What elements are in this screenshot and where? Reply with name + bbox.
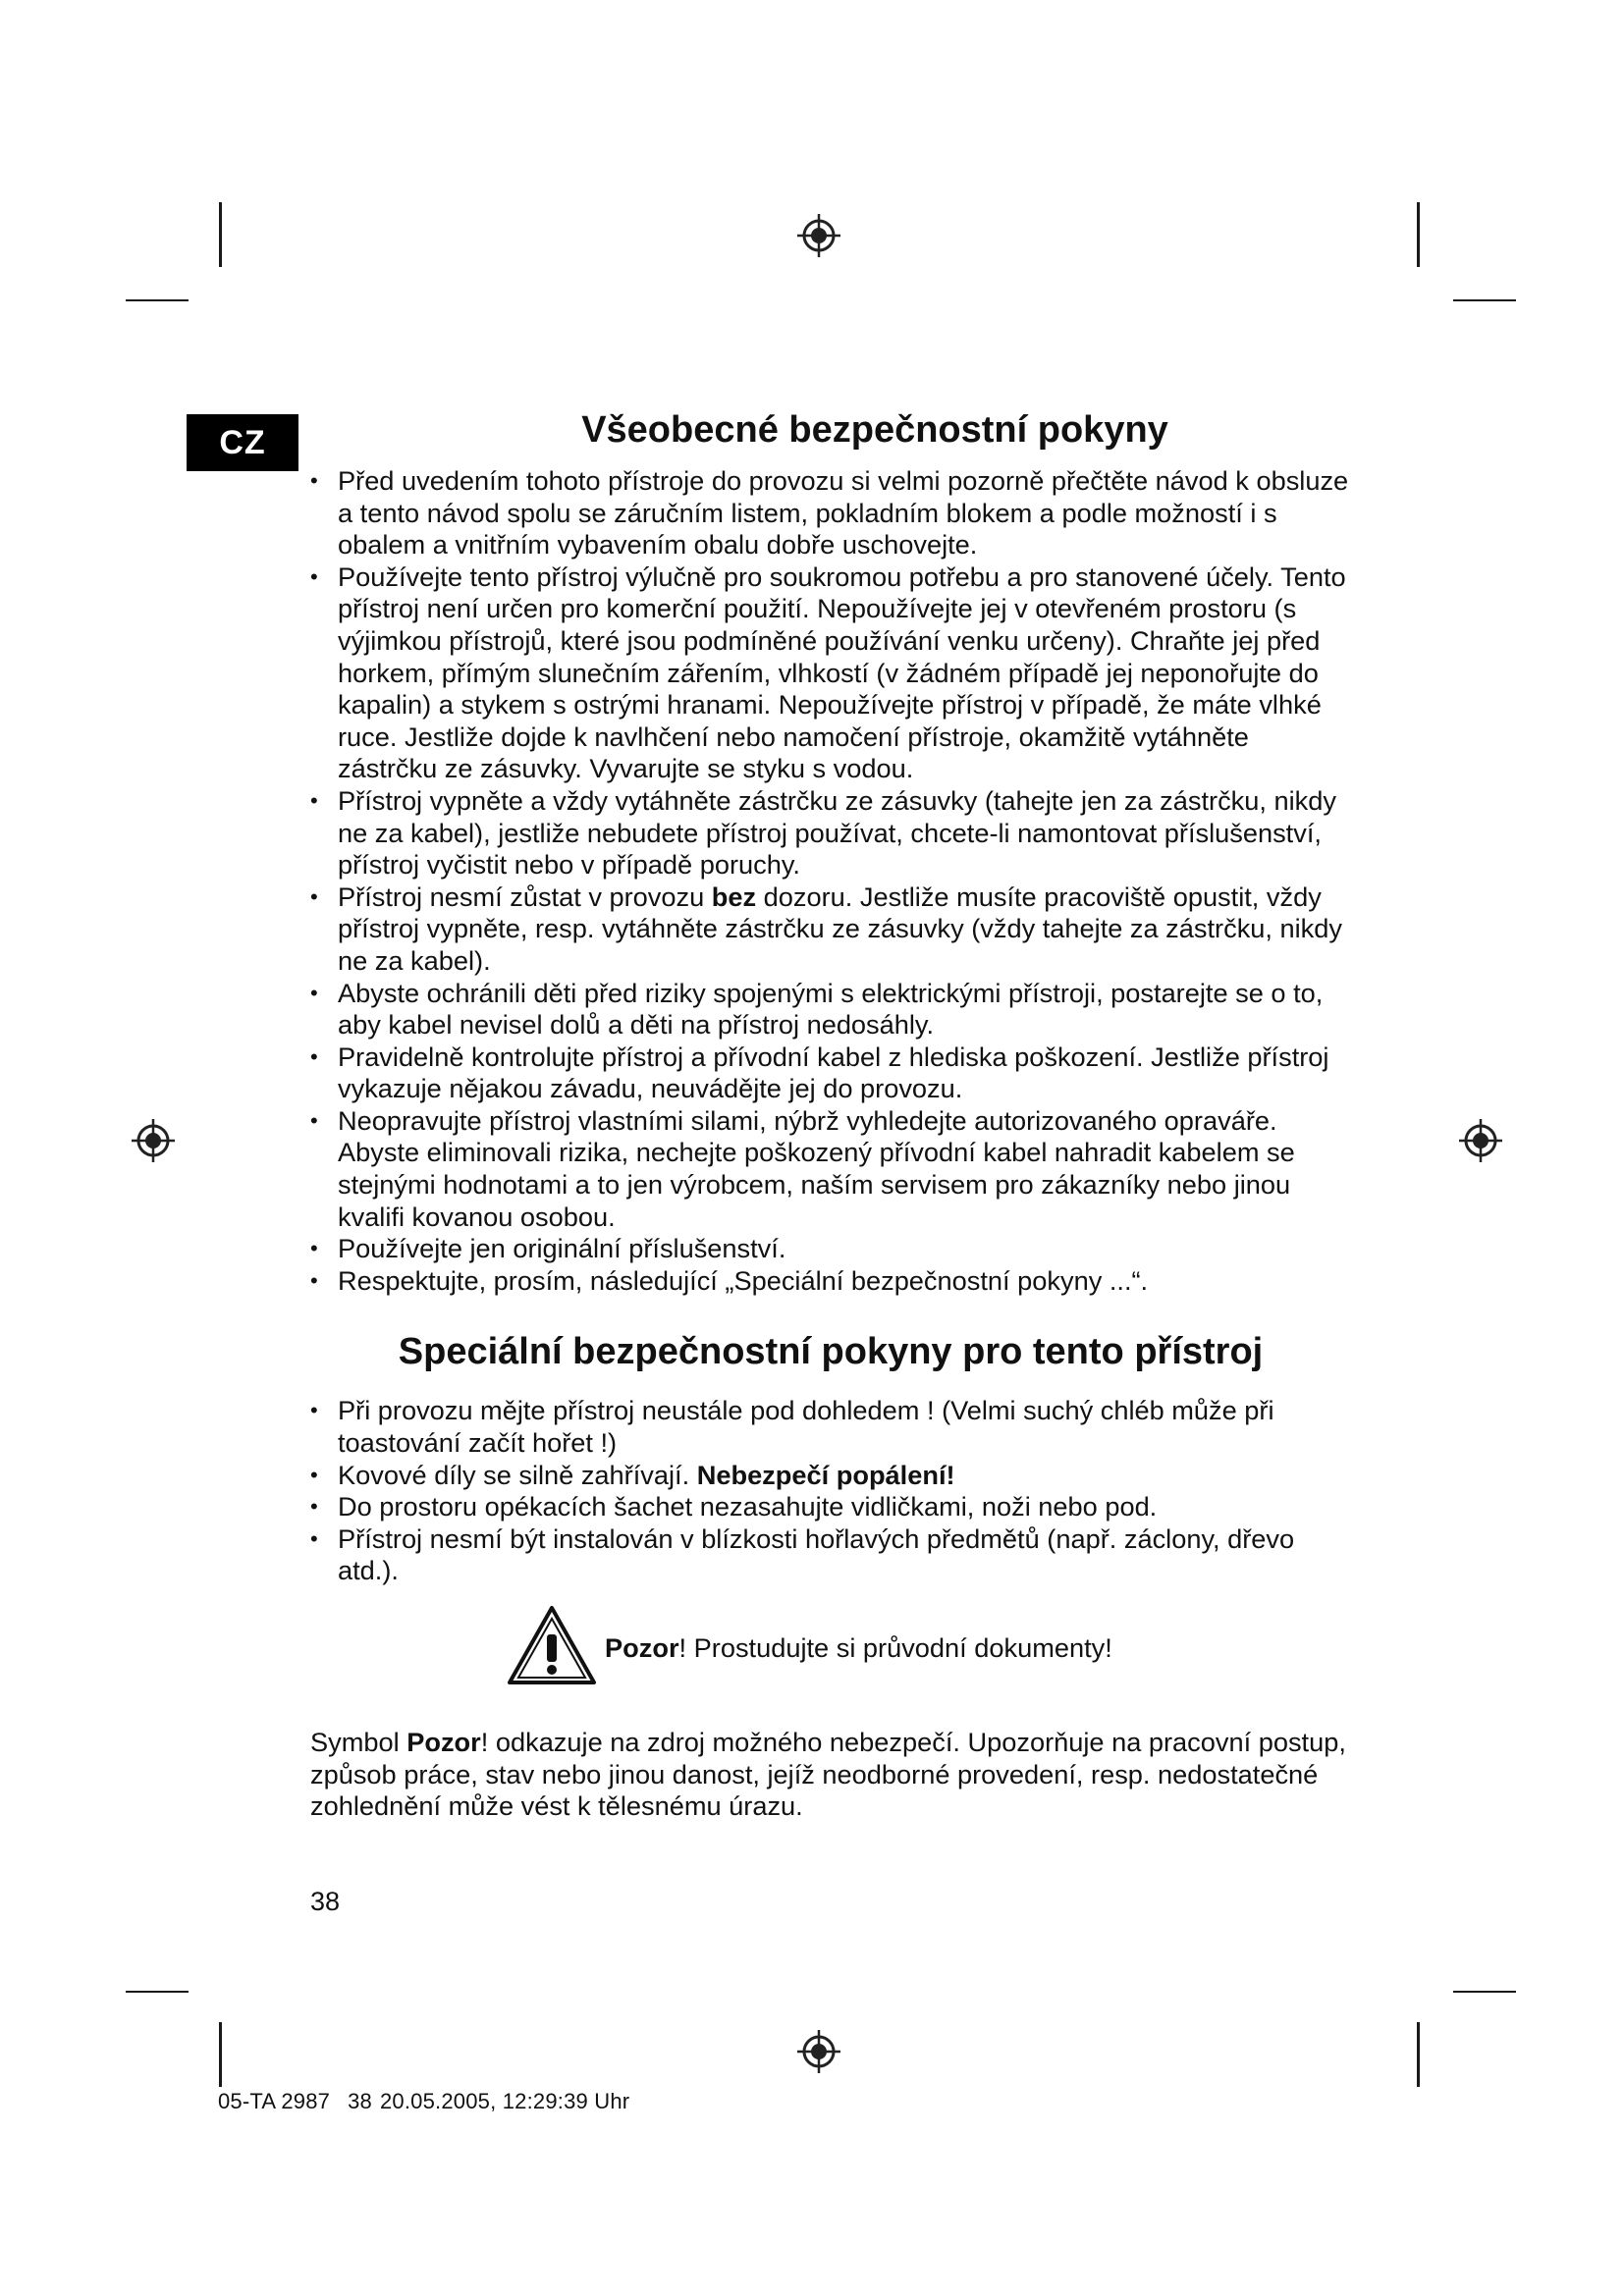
list-item-text: • Do prostoru opékacích šachet nezasahujte vidličkami, noži nebo pod. — [338, 1491, 1158, 1522]
crop-mark — [1417, 2022, 1420, 2087]
paragraph-text-part: Symbol — [310, 1727, 407, 1757]
list-item — [310, 1491, 1351, 1523]
crop-mark — [219, 2022, 222, 2087]
warning-note — [310, 1601, 1351, 1689]
list-item — [310, 881, 1351, 978]
list-item-text: • Respektujte, prosím, následující „Speciální bezpečnostní pokyny ...“. — [338, 1264, 1149, 1296]
page-number: 38 — [310, 1887, 341, 1916]
list-item — [310, 465, 1351, 561]
paragraph-text-part: ! odkazuje na zdroj možného nebezpečí. Upozorňuje na pracovní postup, způsob práce, stav nebo jinou danost, jejíž neodborné provedení, resp. nedostatečné zohlednění může vést k tělesnému úrazu. — [310, 1727, 1346, 1822]
footer-page: 38 — [348, 2089, 372, 2113]
list-item — [310, 1105, 1351, 1233]
warning-bold-label: Pozor — [605, 1632, 679, 1663]
list-item-text: • Abyste ochránili děti před riziky spojenými s elektrickými přístroji, postarejte se o to, aby kabel nevisel dolů a děti na přístroj nedosáhly. — [338, 977, 1324, 1041]
symbol-explanation-paragraph — [310, 1727, 1351, 1823]
list-item — [310, 785, 1351, 881]
main-content — [310, 404, 1351, 1823]
list-item — [310, 1523, 1351, 1587]
section-title-special-safety: Speciální bezpečnostní pokyny pro tento přístroj — [398, 1331, 1264, 1373]
list-item-text: • Při provozu mějte přístroj neustále pod dohledem ! (Velmi suchý chléb může při toastování začít hořet !) — [338, 1395, 1274, 1459]
list-item-text-part: dozoru. Jestliže musíte pracoviště opustit, vždy přístroj vypněte, resp. vytáhněte zástrčku ze zásuvky (vždy tahejte za zástrčku, nikdy ne za kabel). — [338, 881, 1342, 976]
list-item-text — [338, 881, 1351, 978]
registration-mark-icon — [130, 1117, 177, 1164]
list-item-text: • Používejte jen originální příslušenství. — [338, 1233, 786, 1264]
list-item-text: • Neopravujte přístroj vlastními silami, nýbrž vyhledejte autorizovaného opraváře. Abyste eliminovali rizika, nechejte poškozený přívodní kabel nahradit kabelem se stejnými hodnotami a to jen výrobcem, naším servisem pro zákazníky nebo jinou kvalifi kovanou osobou. — [338, 1104, 1295, 1232]
list-item-text: • Pravidelně kontrolujte přístroj a přívodní kabel z hlediska poškození. Jestliže přístroj vykazuje nějakou závadu, neuvádějte jej do provozu. — [338, 1041, 1329, 1104]
list-item — [310, 1395, 1351, 1459]
language-badge: CZ — [187, 414, 298, 471]
crop-mark — [1453, 1991, 1516, 1993]
emphasis-text: bez — [711, 881, 757, 912]
list-item-text-part: Přístroj nesmí zůstat v provozu — [338, 881, 712, 912]
section-title-general-safety: Všeobecné bezpečnostní pokyny — [581, 409, 1168, 451]
list-item — [310, 1460, 1351, 1492]
crop-mark — [126, 299, 189, 301]
print-footer — [218, 2089, 647, 2114]
list-item-text: • Přístroj vypněte a vždy vytáhněte zástrčku ze zásuvky (tahejte jen za zástrčku, nikdy ne za kabel), jestliže nebudete přístroj používat, chcete-li namontovat příslušenství, přístroj vyčistit nebo v případě poruchy. — [338, 784, 1336, 881]
footer-file: 05-TA 2987 — [218, 2089, 331, 2113]
registration-mark-icon — [795, 212, 842, 259]
crop-mark — [1453, 299, 1516, 301]
warning-message: ! Prostudujte si průvodní dokumenty! — [678, 1632, 1112, 1663]
warning-text — [605, 1632, 1112, 1664]
list-item — [310, 1265, 1351, 1298]
warning-triangle-icon — [507, 1605, 597, 1685]
list-item-text: • Používejte tento přístroj výlučně pro soukromou potřebu a pro stanovené účely. Tento přístroj není určen pro komerční použití. Nepoužívejte jej v otevřeném prostoru (s výjimkou přístrojů, které jsou podmíněné používání venku určeny). Chraňte jej před horkem, přímým slunečním zářením, vlhkostí (v žádném případě jej neponořujte do kapalin) a stykem s ostrými hranami. Nepoužívejte přístroj v případě, že máte vlhké ruce. Jestliže dojde k navlhčení nebo namočení přístroje, okamžitě vytáhněte zástrčku ze zásuvky. Vyvarujte se styku s vodou. — [338, 561, 1346, 784]
emphasis-text: Nebezpečí popálení! — [696, 1459, 955, 1490]
list-item-text: • Před uvedením tohoto přístroje do provozu si velmi pozorně přečtěte návod k obsluze a tento návod spolu se záručním listem, pokladním blokem a podle možností i s obalem a vnitřním vybavením obalu dobře uschovejte. — [338, 465, 1349, 561]
general-safety-list — [310, 465, 1351, 1297]
list-item — [310, 561, 1351, 785]
list-item — [310, 1041, 1351, 1105]
list-item-text-part: Kovové díly se silně zahřívají. — [338, 1459, 697, 1490]
list-item — [310, 978, 1351, 1041]
list-item-text: • Přístroj nesmí být instalován v blízkosti hořlavých předmětů (např. záclony, dřevo atd.). — [338, 1522, 1295, 1586]
list-item-text — [338, 1460, 1351, 1492]
crop-mark — [1417, 202, 1420, 267]
registration-mark-icon — [1457, 1117, 1504, 1164]
special-safety-list — [310, 1395, 1351, 1587]
crop-mark — [219, 202, 222, 267]
emphasis-text: Pozor — [406, 1727, 481, 1757]
footer-timestamp: 20.05.2005, 12:29:39 Uhr — [380, 2089, 630, 2113]
crop-mark — [126, 1991, 189, 1993]
registration-mark-icon — [795, 2028, 842, 2075]
list-item — [310, 1233, 1351, 1265]
